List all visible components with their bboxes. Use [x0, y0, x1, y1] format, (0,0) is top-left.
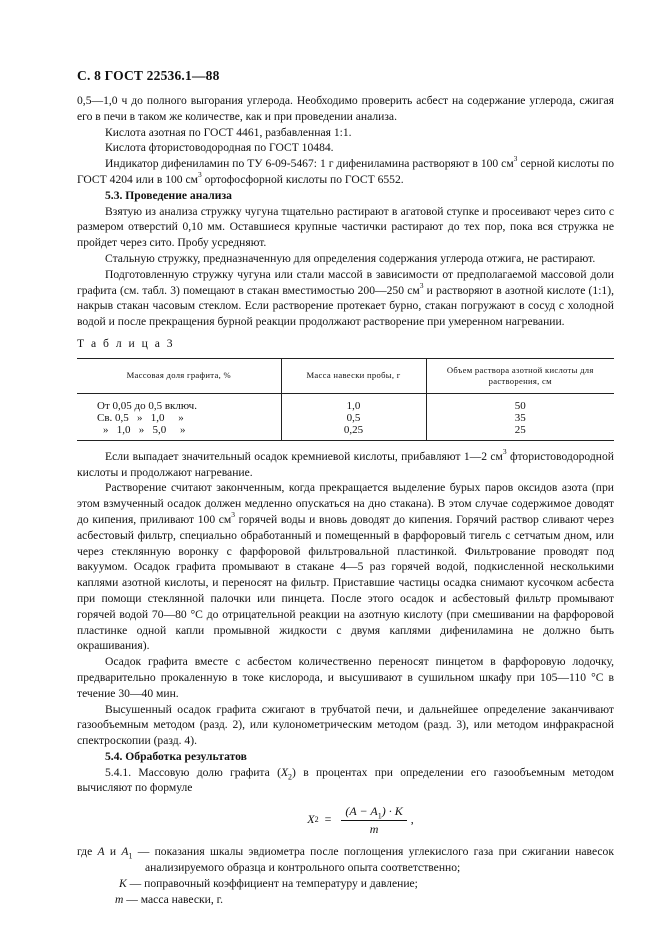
paragraph: 5.4.1. Массовую долю графита $(X_2)$ в процентах при определении его газообъемным методом вычисляют по формуле: [77, 765, 614, 795]
definition-item: K — поправочный коэффициент на температуру и давление;: [119, 876, 418, 890]
formula-definitions: [77, 844, 614, 907]
paragraph: Стальную стружку, предназначенную для определения содержания углерода отжига, не растирают.: [105, 251, 596, 265]
table-row: Св. 0,5 » 1,0 » 0,5 35: [77, 412, 614, 424]
paragraph: Высушенный осадок графита сжигают в трубчатой печи, и дальнейшее определение заканчивают газообъемным методом (разд. 2), или кулонометрическим методом (разд. 3), или методом инфракрасной спектроскопии (разд. 4).: [77, 702, 614, 748]
section-heading-5-3: 5.3. Проведение анализа: [105, 188, 232, 202]
formula: X 2 = $\frac{(A - A_1) \cdot K}{m}$ ,: [307, 804, 414, 837]
paragraph: Взятую из анализа стружку чугуна тщательно растирают в агатовой ступке и просеивают через сито с размером отверстий 0,10 мм. Оставшиеся крупные частички растирают до тех пор, пока вся стружка не пройдет через сито. Пробу усредняют.: [77, 204, 614, 250]
paragraph: Растворение считают законченным, когда прекращается выделение бурых паров оксидов азота (при этом взмученный осадок должен медленно опускаться на дно стакана). В этом случае содержимое доводят до кипения, приливают 100 $см^3$ горячей воды и вновь доводят до кипения. Горячий раствор сливают через асбестовый фильтр, специально обработанный и помещенный в фарфоровый тигель с сетчатым дном, или через стеклянную воронку с фарфоровой фильтровальной пластинкой. Фильтрование проводят под вакуумом. Осадок графита промывают в стакане 4—5 раз горячей водой, подкисленной несколькими каплями азотной кислоты, и переносят на фильтр. Приставшие частицы осадка снимают кусочком асбеста при помощи стеклянной палочки или пинцета. После этого осадок и асбестовый фильтр промывают горячей водой 70—80 °С до отрицательной реакции на азотную кислоту (при смешивании на фарфоровой пластинке одной капли промывной жидкости с двумя каплями дифениламина не должно быть окрашивания).: [77, 481, 614, 653]
table-header: Массовая доля графита, %: [77, 358, 281, 393]
paragraph: Кислота азотная по ГОСТ 4461, разбавленная 1:1.: [105, 125, 352, 139]
paragraph: 0,5—1,0 ч до полного выгорания углерода. Необходимо проверить асбест на содержание углерода, сжигая его в печи в таком же количестве, как и при проведении анализа.: [77, 94, 614, 123]
page-header: С. 8 ГОСТ 22536.1—88: [77, 68, 220, 83]
table-row: От 0,05 до 0,5 включ. 1,0 50: [77, 393, 614, 412]
paragraph: Индикатор дифениламин по ТУ 6-09-5467: 1 г дифениламина растворяют в 100 $см^3$ серной кислоты по ГОСТ 4204 или в 100 $см^3$ ортофосфорной кислоты по ГОСТ 6552.: [77, 154, 614, 186]
table-header: Объем раствора азотной кислоты для растворения, см: [426, 358, 614, 393]
definition-item: m — масса навески, г.: [115, 892, 223, 906]
paragraph: Осадок графита вместе с асбестом количественно переносят пинцетом в фарфоровую лодочку, предварительно прокаленную в токе кислорода, и высушивают в сушильном шкафу при 105—110 °С в течение 30—40 мин.: [77, 655, 614, 700]
definition-item: где A и $A_1$ — показания шкалы эвдиометра после поглощения углекислого газа при сжигании навесок анализируемого образца и контрольного опыта соответственно;: [77, 845, 614, 875]
section-heading-5-4: 5.4. Обработка результатов: [105, 749, 247, 763]
paragraph: Если выпадает значительный осадок кремниевой кислоты, прибавляют 1—2 $см^3$ фтористоводородной кислоты и продолжают нагревание.: [77, 446, 614, 479]
body-text: [77, 93, 614, 907]
table-caption: Т а б л и ц а 3: [77, 336, 175, 350]
paragraph: Кислота фтористоводородная по ГОСТ 10484.: [105, 141, 334, 155]
formula-fraction: $\frac{(A - A_1) \cdot K}{m}$: [341, 804, 406, 836]
table-row: » 1,0 » 5,0 » 0,25 25: [77, 424, 614, 441]
table-3: [77, 358, 614, 441]
paragraph: Подготовленную стружку чугуна или стали массой в зависимости от предполагаемой массовой доли графита (см. табл. 3) помещают в стакан вместимостью 200—250 $см^3$ и растворяют в азотной кислоте (1:1), накрыв стакан часовым стеклом. Если растворение протекает бурно, стакан погружают в сосуд с холодной водой и после прекращения бурной реакции продолжают растворение при умеренном нагревании.: [77, 267, 614, 329]
table-header: Масса навески пробы, г: [281, 358, 426, 393]
